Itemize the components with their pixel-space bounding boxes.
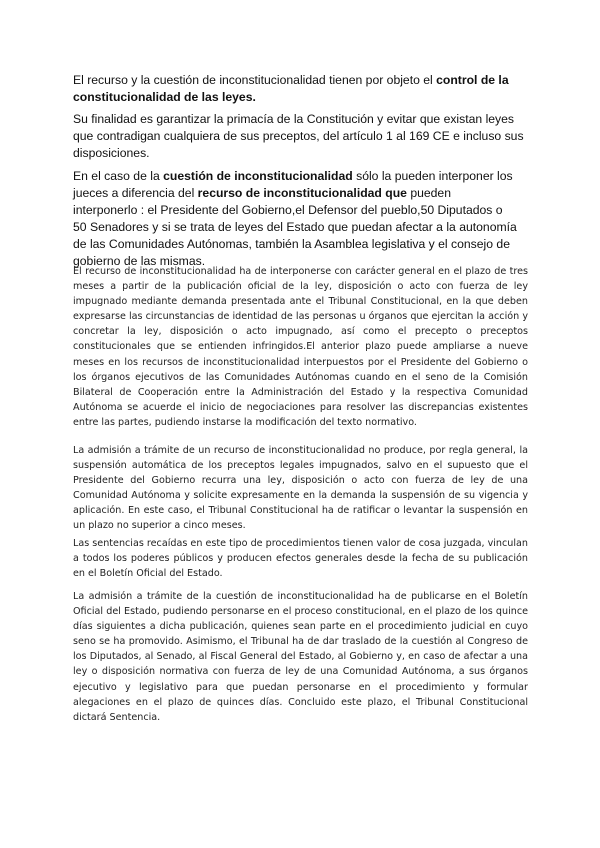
intro-p3-bold2: recurso de inconstitucionalidad que xyxy=(197,186,407,200)
body-p3-text: Las sentencias recaídas en este tipo de procedimientos tienen valor de cosa juzgada, vinculan a todos los poderes públicos y producen efectos generales desde la fecha de su publicación en el Boletín Oficial del Estado. xyxy=(73,538,528,580)
intro-p3-c: pueden interponerlo : el Presidente del Gobierno,el Defensor del pueblo,50 Diputados o 50 Senadores y si se trata de leyes del Estado que puedan afectar a la autonomía de las Comunidades Autónomas, también la Asamblea legislativa y el consejo de gobierno de las mismas. xyxy=(73,186,517,268)
body-paragraph-1 xyxy=(73,264,528,430)
intro-p2-text: Su finalidad es garantizar la primacía de la Constitución y evitar que existan leyes que contradigan cualquiera de sus preceptos, del artículo 1 al 169 CE e incluso sus disposiciones. xyxy=(73,112,524,160)
intro-paragraph-1 xyxy=(73,72,525,106)
body-p4-text: La admisión a trámite de la cuestión de inconstitucionalidad ha de publicarse en el Boletín Oficial del Estado, pudiendo personarse en el proceso constitucional, en el plazo de los quince días siguientes a dicha publicación, quienes sean parte en el procedimiento judicial en cuyo seno se ha promovido. Asimismo, el Tribunal ha de dar traslado de la cuestión al Congreso de los Diputados, al Senado, al Fiscal General del Estado, al Gobierno y, en caso de afectar a una ley o disposición normativa con fuerza de ley de una Comunidad Autónoma, a sus órganos ejecutivo y legislativo para que puedan personarse en el procedimiento y formular alegaciones en el plazo de quinces días. Concluido este plazo, el Tribunal Constitucional dictará Sentencia. xyxy=(73,591,528,723)
intro-p3-bold1: cuestión de inconstitucionalidad xyxy=(163,169,353,183)
body-paragraph-4 xyxy=(73,589,528,725)
body-p2-text: La admisión a trámite de un recurso de inconstitucionalidad no produce, por regla general, la suspensión automática de los preceptos legales impugnados, salvo en el supuesto que el Presidente del Gobierno recurra una ley, disposición o acto con fuerza de ley de una Comunidad Autónoma y solicite expresamente en la demanda la suspensión de su vigencia y aplicación. En este caso, el Tribunal Constitucional ha de ratificar o levantar la suspensión en un plazo no superior a cinco meses. xyxy=(73,445,528,532)
body-p1-text: El recurso de inconstitucionalidad ha de interponerse con carácter general en el plazo de tres meses a partir de la publicación oficial de la ley, disposición o acto con fuerza de ley impugnado mediante demanda presentada ante el Tribunal Constitucional, en la que deben expresarse las circunstancias de identidad de las personas u órganos que ejercitan la acción y concretar la ley, disposición o acto impugnado, así como el precepto o preceptos constitucionales que se entienden infringidos.El anterior plazo puede ampliarse a nueve meses en los recursos de inconstitucionalidad interpuestos por el Presidente del Gobierno o los órganos ejecutivos de las Comunidades Autónomas cuando en el seno de la Comisión Bilateral de Cooperación entre la Administración del Estado y la respectiva Comunidad Autónoma se acuerde el inicio de negociaciones para resolver las discrepancias existentes entre las partes, pudiendo instarse la modificación del texto normativo. xyxy=(73,266,528,428)
intro-p1-text: El recurso y la cuestión de inconstitucionalidad tienen por objeto el xyxy=(73,73,437,87)
body-paragraph-2 xyxy=(73,443,528,534)
body-paragraph-3 xyxy=(73,536,528,581)
intro-paragraph-2 xyxy=(73,111,525,162)
intro-p1-bold: control de la constitucionalidad de las leyes. xyxy=(73,73,509,104)
intro-p3-a: En el caso de la xyxy=(73,169,164,183)
intro-p3-b: sólo la pueden interponer los jueces a diferencia del xyxy=(73,169,513,200)
intro-paragraph-3 xyxy=(73,168,518,270)
